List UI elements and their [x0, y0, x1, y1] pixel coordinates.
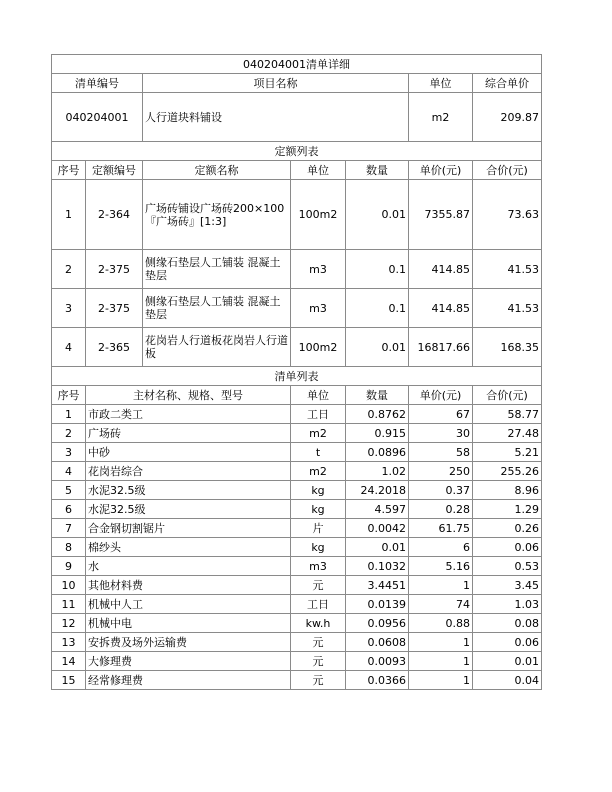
item-unit-price: 209.87: [473, 93, 542, 142]
material-row: [52, 481, 542, 500]
material-seq: 7: [52, 519, 86, 538]
material-price: 0.88: [409, 614, 473, 633]
quota-total: 41.53: [473, 250, 542, 289]
material-row: [52, 405, 542, 424]
material-name: 其他材料费: [86, 576, 291, 595]
quota-code: 2-365: [86, 328, 143, 367]
quota-seq: 3: [52, 289, 86, 328]
material-qty: 0.1032: [346, 557, 409, 576]
detail-table: [51, 54, 542, 690]
material-unit: 工日: [291, 595, 346, 614]
material-qty: 24.2018: [346, 481, 409, 500]
material-name: 合金钢切割锯片: [86, 519, 291, 538]
item-name-header: 项目名称: [143, 74, 409, 93]
material-row: [52, 576, 542, 595]
material-unit: 元: [291, 671, 346, 690]
material-total: 0.01: [473, 652, 542, 671]
material-name: 市政二类工: [86, 405, 291, 424]
material-section-title: 清单列表: [52, 367, 542, 386]
material-total: 58.77: [473, 405, 542, 424]
item-code-header: 清单编号: [52, 74, 143, 93]
material-qty-header: 数量: [346, 386, 409, 405]
material-row: [52, 614, 542, 633]
quota-qty: 0.01: [346, 180, 409, 250]
material-unit: kg: [291, 538, 346, 557]
material-seq-header: 序号: [52, 386, 86, 405]
quota-qty-header: 数量: [346, 161, 409, 180]
material-name: 水泥32.5级: [86, 481, 291, 500]
material-row: [52, 500, 542, 519]
material-price: 74: [409, 595, 473, 614]
material-name: 安拆费及场外运输费: [86, 633, 291, 652]
quota-section-title: 定额列表: [52, 142, 542, 161]
material-row: [52, 538, 542, 557]
quota-row: [52, 289, 542, 328]
material-row: [52, 557, 542, 576]
material-price: 30: [409, 424, 473, 443]
quota-unit: 100m2: [291, 180, 346, 250]
quota-row: [52, 328, 542, 367]
material-total: 0.08: [473, 614, 542, 633]
material-seq: 15: [52, 671, 86, 690]
material-unit: 片: [291, 519, 346, 538]
material-unit: 元: [291, 576, 346, 595]
quota-row: [52, 250, 542, 289]
material-row: [52, 462, 542, 481]
material-qty: 0.915: [346, 424, 409, 443]
material-qty: 0.0093: [346, 652, 409, 671]
material-price: 1: [409, 633, 473, 652]
material-qty: 1.02: [346, 462, 409, 481]
material-seq: 14: [52, 652, 86, 671]
quota-name-header: 定额名称: [143, 161, 291, 180]
quota-code: 2-375: [86, 289, 143, 328]
quota-seq-header: 序号: [52, 161, 86, 180]
material-qty: 0.0042: [346, 519, 409, 538]
material-seq: 5: [52, 481, 86, 500]
quota-total: 73.63: [473, 180, 542, 250]
material-unit: t: [291, 443, 346, 462]
material-total: 1.29: [473, 500, 542, 519]
material-unit: 元: [291, 633, 346, 652]
material-name-header: 主材名称、规格、型号: [86, 386, 291, 405]
material-row: [52, 671, 542, 690]
quota-qty: 0.1: [346, 250, 409, 289]
material-total: 5.21: [473, 443, 542, 462]
material-unit-header: 单位: [291, 386, 346, 405]
material-name: 水: [86, 557, 291, 576]
material-qty: 0.0366: [346, 671, 409, 690]
material-total: 0.06: [473, 538, 542, 557]
quota-price: 414.85: [409, 289, 473, 328]
material-unit: kw.h: [291, 614, 346, 633]
material-total-header: 合价(元): [473, 386, 542, 405]
material-total: 0.04: [473, 671, 542, 690]
material-seq: 13: [52, 633, 86, 652]
material-price: 250: [409, 462, 473, 481]
material-seq: 2: [52, 424, 86, 443]
material-price: 58: [409, 443, 473, 462]
item-unit-price-header: 综合单价: [473, 74, 542, 93]
material-total: 27.48: [473, 424, 542, 443]
quota-qty: 0.01: [346, 328, 409, 367]
material-seq: 12: [52, 614, 86, 633]
quota-seq: 1: [52, 180, 86, 250]
material-unit: m2: [291, 462, 346, 481]
material-total: 0.26: [473, 519, 542, 538]
material-qty: 0.01: [346, 538, 409, 557]
item-name: 人行道块料铺设: [143, 93, 409, 142]
quota-price-header: 单价(元): [409, 161, 473, 180]
material-unit: kg: [291, 481, 346, 500]
material-seq: 3: [52, 443, 86, 462]
material-price-header: 单价(元): [409, 386, 473, 405]
material-name: 花岗岩综合: [86, 462, 291, 481]
material-unit: 工日: [291, 405, 346, 424]
material-total: 1.03: [473, 595, 542, 614]
quota-unit: m3: [291, 250, 346, 289]
material-total: 8.96: [473, 481, 542, 500]
material-row: [52, 424, 542, 443]
material-price: 0.37: [409, 481, 473, 500]
material-unit: 元: [291, 652, 346, 671]
material-qty: 0.8762: [346, 405, 409, 424]
quota-qty: 0.1: [346, 289, 409, 328]
quota-name: 侧缘石垫层人工铺装 混凝土垫层: [143, 289, 291, 328]
quota-code: 2-364: [86, 180, 143, 250]
material-qty: 0.0956: [346, 614, 409, 633]
material-name: 棉纱头: [86, 538, 291, 557]
material-total: 255.26: [473, 462, 542, 481]
quota-unit-header: 单位: [291, 161, 346, 180]
material-price: 1: [409, 576, 473, 595]
material-price: 61.75: [409, 519, 473, 538]
material-seq: 11: [52, 595, 86, 614]
item-unit-header: 单位: [409, 74, 473, 93]
material-unit: m2: [291, 424, 346, 443]
material-qty: 0.0896: [346, 443, 409, 462]
table-title: 040204001清单详细: [52, 55, 542, 74]
material-qty: 0.0139: [346, 595, 409, 614]
quota-code: 2-375: [86, 250, 143, 289]
material-row: [52, 652, 542, 671]
quota-price: 7355.87: [409, 180, 473, 250]
item-code: 040204001: [52, 93, 143, 142]
quota-seq: 4: [52, 328, 86, 367]
material-price: 6: [409, 538, 473, 557]
quota-name: 花岗岩人行道板花岗岩人行道板: [143, 328, 291, 367]
quota-total-header: 合价(元): [473, 161, 542, 180]
quota-total: 41.53: [473, 289, 542, 328]
material-row: [52, 443, 542, 462]
material-qty: 3.4451: [346, 576, 409, 595]
material-price: 1: [409, 652, 473, 671]
item-unit: m2: [409, 93, 473, 142]
material-qty: 0.0608: [346, 633, 409, 652]
quota-seq: 2: [52, 250, 86, 289]
material-name: 机械中人工: [86, 595, 291, 614]
quota-name: 广场砖铺设广场砖200×100『广场砖』[1:3]: [143, 180, 291, 250]
material-qty: 4.597: [346, 500, 409, 519]
material-total: 0.53: [473, 557, 542, 576]
material-price: 67: [409, 405, 473, 424]
quota-code-header: 定额编号: [86, 161, 143, 180]
material-unit: m3: [291, 557, 346, 576]
material-row: [52, 633, 542, 652]
quota-price: 414.85: [409, 250, 473, 289]
material-total: 3.45: [473, 576, 542, 595]
material-name: 水泥32.5级: [86, 500, 291, 519]
material-row: [52, 519, 542, 538]
material-row: [52, 595, 542, 614]
material-price: 0.28: [409, 500, 473, 519]
material-total: 0.06: [473, 633, 542, 652]
material-seq: 8: [52, 538, 86, 557]
material-name: 经常修理费: [86, 671, 291, 690]
quota-total: 168.35: [473, 328, 542, 367]
material-unit: kg: [291, 500, 346, 519]
material-name: 机械中电: [86, 614, 291, 633]
quota-unit: 100m2: [291, 328, 346, 367]
material-name: 广场砖: [86, 424, 291, 443]
material-seq: 10: [52, 576, 86, 595]
material-seq: 4: [52, 462, 86, 481]
material-name: 大修理费: [86, 652, 291, 671]
material-seq: 1: [52, 405, 86, 424]
quota-row: [52, 180, 542, 250]
quota-name: 侧缘石垫层人工铺装 混凝土垫层: [143, 250, 291, 289]
material-seq: 6: [52, 500, 86, 519]
material-price: 5.16: [409, 557, 473, 576]
quota-price: 16817.66: [409, 328, 473, 367]
quota-unit: m3: [291, 289, 346, 328]
material-price: 1: [409, 671, 473, 690]
material-seq: 9: [52, 557, 86, 576]
material-name: 中砂: [86, 443, 291, 462]
